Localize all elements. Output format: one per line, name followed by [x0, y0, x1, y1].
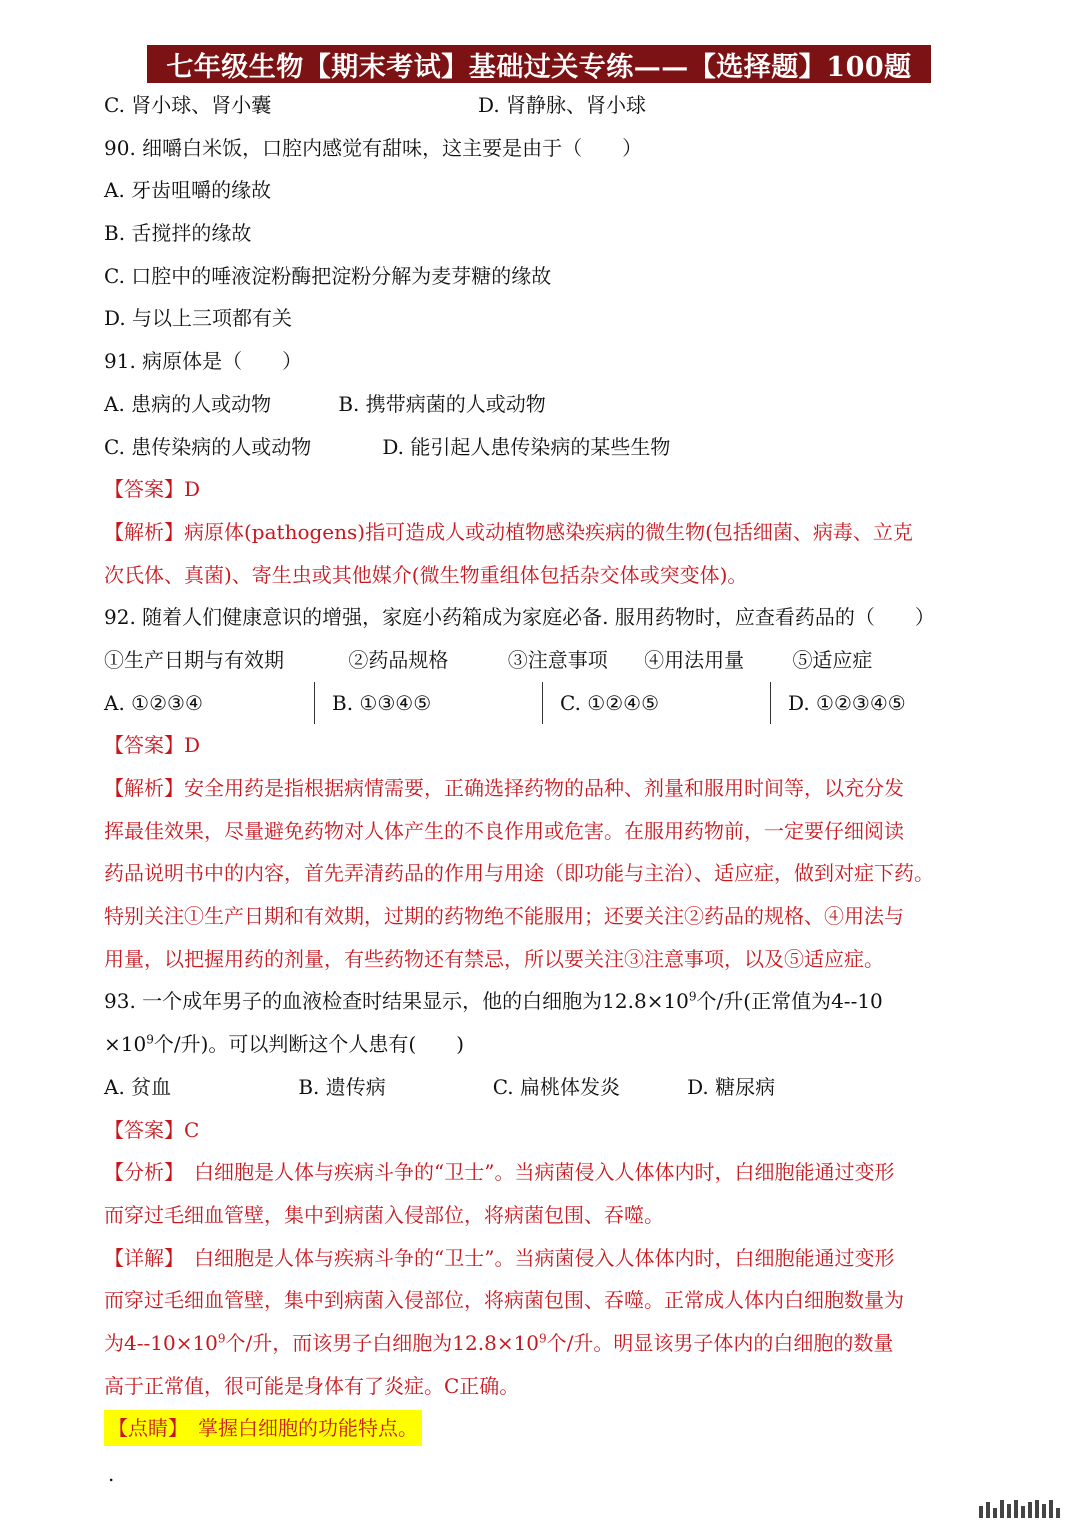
xiangjie-text: 为4--10×10: [104, 1330, 218, 1355]
question-90-option-c: C. 口腔中的唾液淀粉酶把淀粉分解为麦芽糖的缘故: [104, 263, 552, 288]
exponent: 9: [217, 1331, 226, 1346]
xiangjie-text: 个/升，而该男子白细胞为12.8×10: [225, 1330, 540, 1355]
question-90-option-a: A. 牙齿咀嚼的缘故: [104, 178, 272, 203]
question-92-option-b: B. ①③④⑤: [315, 682, 543, 725]
question-93-stem-line-2: [104, 1023, 984, 1066]
question-93-stem-line-1: [104, 980, 984, 1023]
question-92-answer: 【答案】D: [104, 733, 201, 758]
question-93-option-d: D. 糖尿病: [687, 1074, 776, 1099]
question-92-option-a: A. ①②③④: [104, 682, 315, 725]
question-93-xiangjie-line-1: 【详解】 白细胞是人体与疾病斗争的“卫士”。当病菌侵入人体体内时，白细胞能通过变形: [104, 1245, 895, 1270]
exponent: 9: [688, 989, 697, 1004]
page-title: 七年级生物【期末考试】基础过关专练——【选择题】100题: [147, 45, 931, 83]
question-93-fenxi-line-1: 【分析】 白细胞是人体与疾病斗争的“卫士”。当病菌侵入人体体内时，白细胞能通过变形: [104, 1160, 895, 1185]
question-92-analysis-line-1: 【解析】安全用药是指根据病情需要，正确选择药物的品种、剂量和服用时间等，以充分发: [104, 776, 904, 800]
question-93-answer: 【答案】C: [104, 1117, 200, 1142]
stem-text: 个/升)。可以判断这个人患有( ): [153, 1032, 465, 1057]
question-91-analysis-line-1: 【解析】病原体(pathogens)指可造成人或动植物感染疾病的微生物(包括细菌、病毒、立克: [104, 519, 913, 544]
dianjing-highlight: 【点睛】 掌握白细胞的功能特点。: [104, 1410, 422, 1446]
question-91-options-ab: [104, 383, 984, 426]
question-91-option-b: B. 携带病菌的人或动物: [338, 391, 546, 416]
question-92-stem: 92. 随着人们健康意识的增强，家庭小药箱成为家庭必备. 服用药物时，应查看药品的（ ）: [104, 605, 935, 630]
question-90-option-d: D. 与以上三项都有关: [104, 306, 293, 331]
footer-watermark-bars: [979, 1500, 1060, 1518]
option-d: D. 肾静脉、肾小球: [478, 93, 647, 117]
question-93-option-a: A. 贫血: [104, 1074, 172, 1099]
question-91-stem: 91. 病原体是（ ）: [104, 349, 303, 374]
question-92-analysis-line-4: 特别关注①生产日期和有效期，过期的药物绝不能服用；还要关注②药品的规格、④用法与: [104, 904, 904, 929]
question-91-option-c: C. 患传染病的人或动物: [104, 434, 312, 459]
question-91-options-cd: [104, 426, 984, 469]
prev-options-row: [104, 84, 984, 127]
question-90-option-b: B. 舌搅拌的缘故: [104, 221, 252, 246]
stem-text: ×10: [104, 1032, 147, 1057]
stem-text: 93. 一个成年男子的血液检查时结果显示，他的白细胞为12.8×10: [104, 989, 689, 1014]
question-93-xiangjie-line-4: 高于正常值，很可能是身体有了炎症。C正确。: [104, 1373, 520, 1398]
question-91-analysis-line-2: 次氏体、真菌)、寄生虫或其他媒介(微生物重组体包括杂交体或突变体)。: [104, 562, 748, 587]
stem-text: 个/升(正常值为4--10: [696, 989, 883, 1014]
question-93-xiangjie-line-2: 而穿过毛细血管壁，集中到病菌入侵部位，将病菌包围、吞噬。正常成人体内白细胞数量为: [104, 1288, 904, 1313]
question-92-option-d: D. ①②③④⑤: [788, 690, 906, 715]
question-93-options: [104, 1066, 984, 1109]
option-c: C. 肾小球、肾小囊: [104, 93, 272, 117]
question-92-item-3: ③注意事项: [507, 647, 608, 672]
question-92-item-1: ①生产日期与有效期: [104, 647, 284, 672]
question-93-dianjing: [104, 1407, 984, 1450]
question-90-stem: 90. 细嚼白米饭，口腔内感觉有甜味，这主要是由于（ ）: [104, 135, 643, 160]
document-body: [104, 84, 984, 1450]
question-92-items: [104, 639, 984, 682]
question-93-option-b: B. 遗传病: [298, 1074, 386, 1099]
xiangjie-text: 个/升。明显该男子体内的白细胞的数量: [546, 1330, 894, 1355]
footer-dot: .: [108, 1462, 115, 1486]
question-92-item-4: ④用法用量: [644, 647, 745, 672]
question-93-fenxi-line-2: 而穿过毛细血管壁，集中到病菌入侵部位，将病菌包围、吞噬。: [104, 1202, 664, 1227]
question-91-option-d: D. 能引起人患传染病的某些生物: [382, 434, 671, 459]
question-92-option-c: C. ①②④⑤: [543, 682, 771, 725]
question-92-analysis-line-2: 挥最佳效果，尽量避免药物对人体产生的不良作用或危害。在服用药物前，一定要仔细阅读: [104, 818, 904, 843]
question-91-option-a: A. 患病的人或动物: [104, 391, 272, 416]
question-91-answer: 【答案】D: [104, 477, 201, 502]
question-92-item-2: ②药品规格: [348, 647, 449, 672]
exponent: 9: [539, 1331, 547, 1346]
question-92-item-5: ⑤适应症: [792, 647, 873, 672]
exponent: 9: [146, 1032, 154, 1047]
question-93-xiangjie-line-3: [104, 1322, 984, 1365]
question-92-options: [104, 682, 984, 725]
question-92-analysis-line-3: 药品说明书中的内容，首先弄清药品的作用与用途（即功能与主治）、适应症，做到对症下药。: [104, 861, 934, 886]
question-93-option-c: C. 扁桃体发炎: [492, 1074, 621, 1099]
question-92-analysis-line-5: 用量，以把握用药的剂量，有些药物还有禁忌，所以要关注③注意事项，以及⑤适应症。: [104, 946, 884, 971]
